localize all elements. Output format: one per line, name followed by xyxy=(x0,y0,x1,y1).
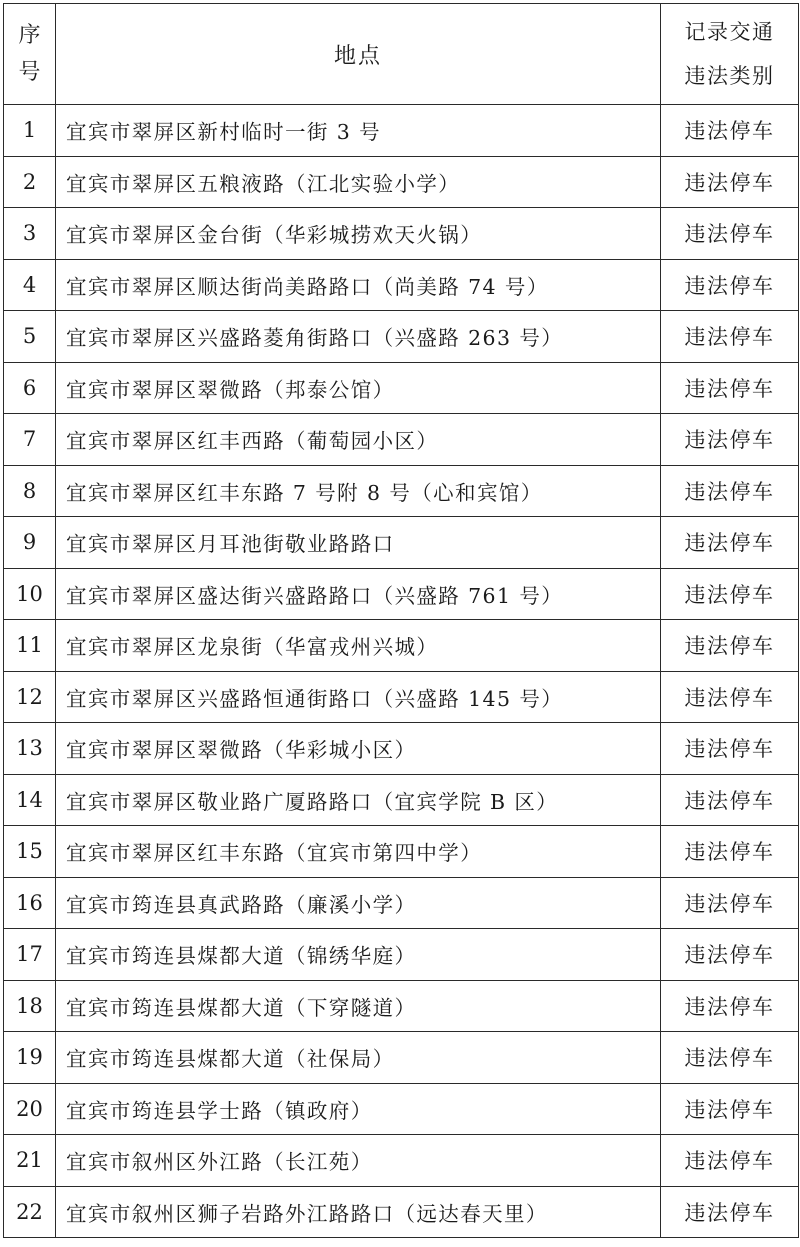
header-serial-number-line2: 号 xyxy=(18,60,41,85)
row-serial-number: 3 xyxy=(4,208,56,260)
row-location: 宜宾市翠屏区红丰东路（宜宾市第四中学） xyxy=(56,826,661,878)
row-serial-number: 7 xyxy=(4,414,56,466)
table-row xyxy=(4,156,799,208)
row-serial-number: 8 xyxy=(4,465,56,517)
row-serial-number: 10 xyxy=(4,568,56,620)
table-row xyxy=(4,723,799,775)
row-serial-number: 4 xyxy=(4,259,56,311)
table-row xyxy=(4,671,799,723)
row-location: 宜宾市翠屏区翠微路（邦泰公馆） xyxy=(56,362,661,414)
header-location: 地点 xyxy=(56,4,661,105)
row-violation-type: 违法停车 xyxy=(661,1083,799,1135)
row-violation-type: 违法停车 xyxy=(661,568,799,620)
row-location: 宜宾市筠连县煤都大道（社保局） xyxy=(56,1032,661,1084)
row-serial-number: 16 xyxy=(4,877,56,929)
header-violation-type-line1: 记录交通 xyxy=(684,20,775,44)
table-body xyxy=(4,105,799,1238)
table-row xyxy=(4,311,799,363)
table-row xyxy=(4,208,799,260)
row-violation-type: 违法停车 xyxy=(661,156,799,208)
row-location: 宜宾市叙州区外江路（长江苑） xyxy=(56,1135,661,1187)
row-violation-type: 违法停车 xyxy=(661,517,799,569)
row-violation-type: 违法停车 xyxy=(661,208,799,260)
row-violation-type: 违法停车 xyxy=(661,929,799,981)
row-violation-type: 违法停车 xyxy=(661,826,799,878)
row-violation-type: 违法停车 xyxy=(661,105,799,157)
row-serial-number: 1 xyxy=(4,105,56,157)
row-location: 宜宾市翠屏区新村临时一街 3 号 xyxy=(56,105,661,157)
row-location: 宜宾市翠屏区红丰东路 7 号附 8 号（心和宾馆） xyxy=(56,465,661,517)
row-location: 宜宾市叙州区狮子岩路外江路路口（远达春天里） xyxy=(56,1186,661,1238)
row-violation-type: 违法停车 xyxy=(661,465,799,517)
table-row xyxy=(4,105,799,157)
row-serial-number: 20 xyxy=(4,1083,56,1135)
row-serial-number: 19 xyxy=(4,1032,56,1084)
row-violation-type: 违法停车 xyxy=(661,259,799,311)
row-location: 宜宾市翠屏区翠微路（华彩城小区） xyxy=(56,723,661,775)
row-violation-type: 违法停车 xyxy=(661,1186,799,1238)
row-serial-number: 18 xyxy=(4,980,56,1032)
row-serial-number: 22 xyxy=(4,1186,56,1238)
row-serial-number: 14 xyxy=(4,774,56,826)
table-row xyxy=(4,517,799,569)
table-row xyxy=(4,774,799,826)
table-row xyxy=(4,826,799,878)
row-location: 宜宾市筠连县真武路路（廉溪小学） xyxy=(56,877,661,929)
row-location: 宜宾市翠屏区盛达街兴盛路路口（兴盛路 761 号） xyxy=(56,568,661,620)
header-serial-number-line1: 序 xyxy=(18,23,41,48)
table-row xyxy=(4,259,799,311)
row-location: 宜宾市筠连县煤都大道（锦绣华庭） xyxy=(56,929,661,981)
row-serial-number: 5 xyxy=(4,311,56,363)
row-location: 宜宾市翠屏区龙泉街（华富戎州兴城） xyxy=(56,620,661,672)
table-row xyxy=(4,1186,799,1238)
row-location: 宜宾市翠屏区金台街（华彩城捞欢天火锅） xyxy=(56,208,661,260)
table-row xyxy=(4,980,799,1032)
row-location: 宜宾市翠屏区兴盛路菱角街路口（兴盛路 263 号） xyxy=(56,311,661,363)
row-violation-type: 违法停车 xyxy=(661,1032,799,1084)
row-serial-number: 12 xyxy=(4,671,56,723)
row-violation-type: 违法停车 xyxy=(661,414,799,466)
row-location: 宜宾市筠连县煤都大道（下穿隧道） xyxy=(56,980,661,1032)
table-row xyxy=(4,1135,799,1187)
table-row xyxy=(4,1032,799,1084)
row-location: 宜宾市翠屏区月耳池街敬业路路口 xyxy=(56,517,661,569)
row-violation-type: 违法停车 xyxy=(661,671,799,723)
row-violation-type: 违法停车 xyxy=(661,1135,799,1187)
table-row xyxy=(4,568,799,620)
row-location: 宜宾市翠屏区红丰西路（葡萄园小区） xyxy=(56,414,661,466)
row-serial-number: 21 xyxy=(4,1135,56,1187)
row-violation-type: 违法停车 xyxy=(661,980,799,1032)
row-serial-number: 2 xyxy=(4,156,56,208)
row-serial-number: 6 xyxy=(4,362,56,414)
table-row xyxy=(4,362,799,414)
row-serial-number: 9 xyxy=(4,517,56,569)
row-violation-type: 违法停车 xyxy=(661,362,799,414)
table-row xyxy=(4,620,799,672)
row-violation-type: 违法停车 xyxy=(661,774,799,826)
row-location: 宜宾市翠屏区五粮液路（江北实验小学） xyxy=(56,156,661,208)
header-violation-type xyxy=(661,4,799,105)
row-violation-type: 违法停车 xyxy=(661,723,799,775)
header-serial-number xyxy=(4,4,56,105)
row-violation-type: 违法停车 xyxy=(661,311,799,363)
row-serial-number: 15 xyxy=(4,826,56,878)
table-row xyxy=(4,1083,799,1135)
violation-location-table xyxy=(3,3,799,1238)
table-row xyxy=(4,929,799,981)
row-location: 宜宾市翠屏区顺达街尚美路路口（尚美路 74 号） xyxy=(56,259,661,311)
table-row xyxy=(4,414,799,466)
row-serial-number: 13 xyxy=(4,723,56,775)
row-serial-number: 17 xyxy=(4,929,56,981)
row-location: 宜宾市翠屏区兴盛路恒通街路口（兴盛路 145 号） xyxy=(56,671,661,723)
table-header-row xyxy=(4,4,799,105)
row-location: 宜宾市筠连县学士路（镇政府） xyxy=(56,1083,661,1135)
header-violation-type-line2: 违法类别 xyxy=(684,64,775,88)
row-violation-type: 违法停车 xyxy=(661,620,799,672)
row-serial-number: 11 xyxy=(4,620,56,672)
row-violation-type: 违法停车 xyxy=(661,877,799,929)
row-location: 宜宾市翠屏区敬业路广厦路路口（宜宾学院 B 区） xyxy=(56,774,661,826)
table-row xyxy=(4,465,799,517)
table-row xyxy=(4,877,799,929)
